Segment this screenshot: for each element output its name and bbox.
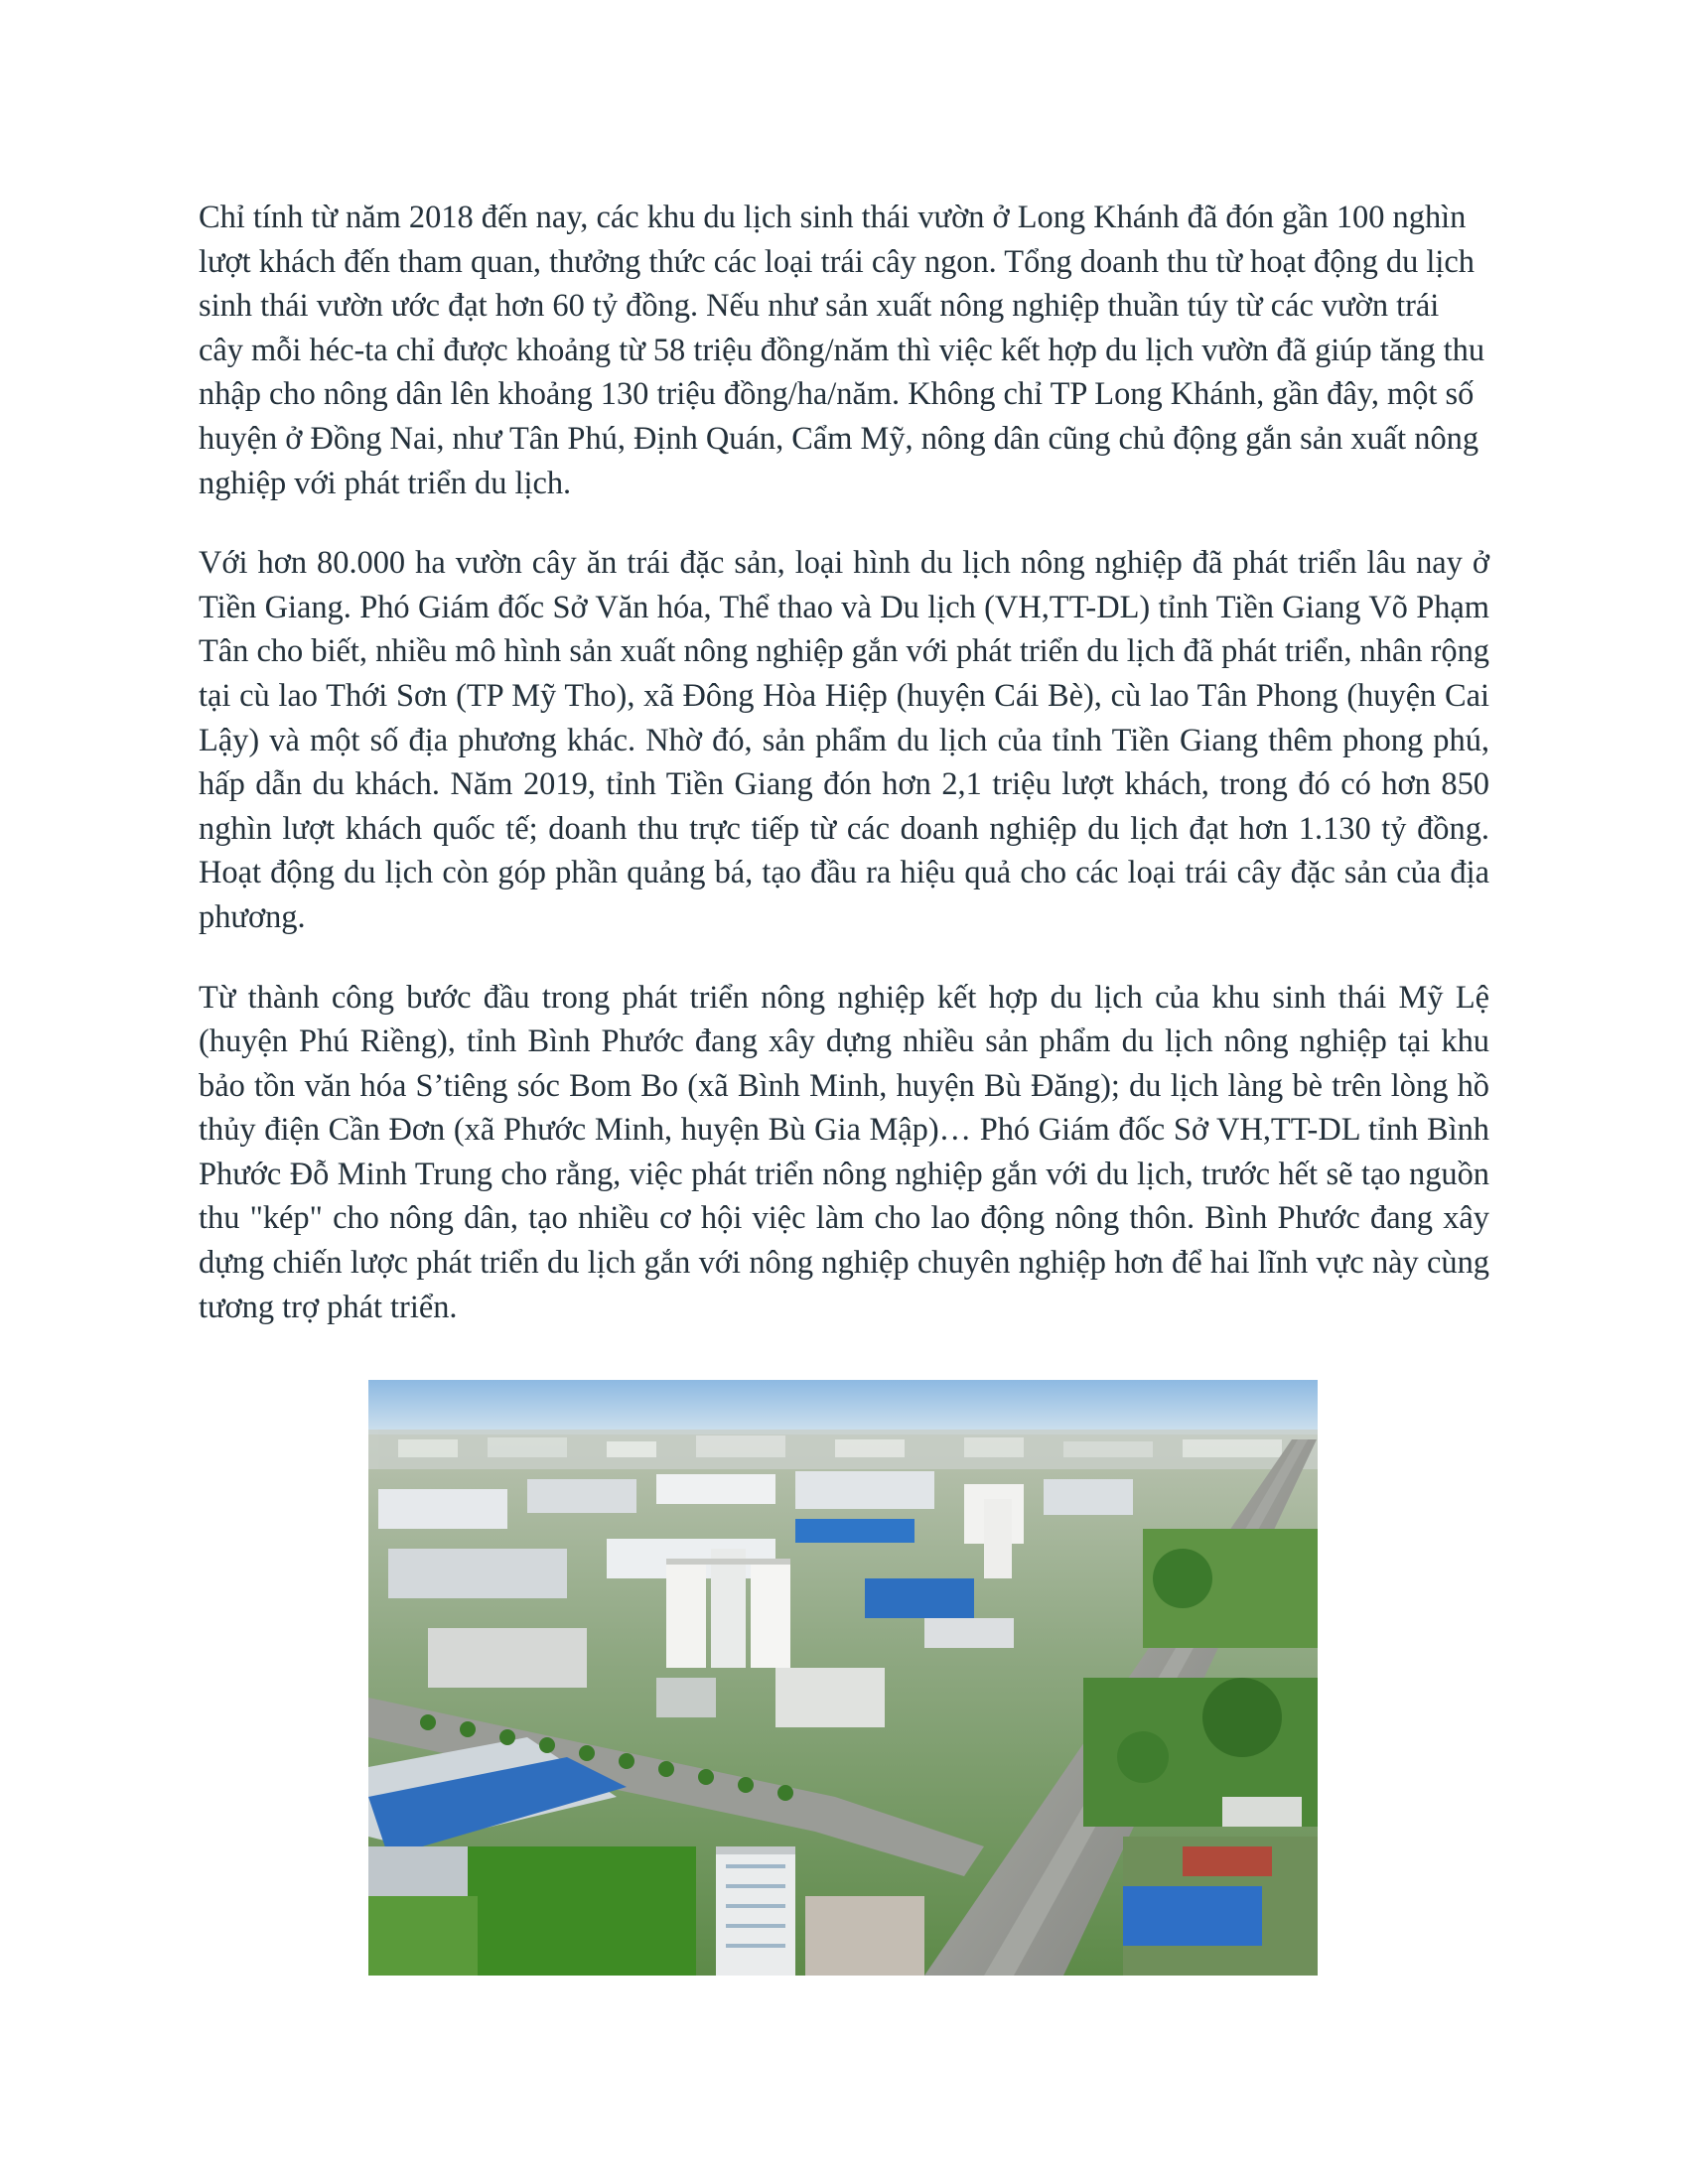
article-body [199,196,1489,1365]
paragraph-2: Với hơn 80.000 ha vườn cây ăn trái đặc sản, loại hình du lịch nông nghiệp đã phát triển lâu nay ở Tiền Giang. Phó Giám đốc Sở Văn hóa, Thể thao và Du lịch (VH,TT-DL) tỉnh Tiền Giang Võ Phạm Tân cho biết, nhiều mô hình sản xuất nông nghiệp gắn với phát triển du lịch đã phát triển, nhân rộng tại cù lao Thới Sơn (TP Mỹ Tho), xã Đông Hòa Hiệp (huyện Cái Bè), cù lao Tân Phong (huyện Cai Lậy) và một số địa phương khác. Nhờ đó, sản phẩm du lịch của tỉnh Tiền Giang thêm phong phú, hấp dẫn du khách. Năm 2019, tỉnh Tiền Giang đón hơn 2,1 triệu lượt khách, trong đó có hơn 850 nghìn lượt khách quốc tế; doanh thu trực tiếp từ các doanh nghiệp du lịch đạt hơn 1.130 tỷ đồng. Hoạt động du lịch còn góp phần quảng bá, tạo đầu ra hiệu quả cho các loại trái cây đặc sản của địa phương. [199,545,1489,935]
green-field [468,1846,696,1976]
distant-buildings [368,1430,1318,1469]
paragraph-1: Chỉ tính từ năm 2018 đến nay, các khu du lịch sinh thái vườn ở Long Khánh đã đón gần 100 nghìn lượt khách đến tham quan, thưởng thức các loại trái cây ngon. Tổng doanh thu từ hoạt động du lịch sinh thái vườn ước đạt hơn 60 tỷ đồng. Nếu như sản xuất nông nghiệp thuần túy từ các vườn trái cây mỗi héc-ta chỉ được khoảng từ 58 triệu đồng/năm thì việc kết hợp du lịch vườn đã giúp tăng thu nhập cho nông dân lên khoảng 130 triệu đồng/ha/năm. Không chỉ TP Long Khánh, gần đây, một số huyện ở Đồng Nai, như Tân Phú, Định Quán, Cẩm Mỹ, nông dân cũng chủ động gắn sản xuất nông nghiệp với phát triển du lịch. [199,200,1485,501]
aerial-city-illustration [368,1380,1318,1976]
paragraph-3: Từ thành công bước đầu trong phát triển nông nghiệp kết hợp du lịch của khu sinh thái Mỹ Lệ (huyện Phú Riềng), tỉnh Bình Phước đang xây dựng nhiều sản phẩm du lịch nông nghiệp tại khu bảo tồn văn hóa S’tiêng sóc Bom Bo (xã Bình Minh, huyện Bù Đăng); du lịch làng bè trên lòng hồ thủy điện Cần Đơn (xã Phước Minh, huyện Bù Gia Mập)… Phó Giám đốc Sở VH,TT-DL tỉnh Bình Phước Đỗ Minh Trung cho rằng, việc phát triển nông nghiệp gắn với du lịch, trước hết sẽ tạo nguồn thu "kép" cho nông dân, tạo nhiều cơ hội việc làm cho lao động nông thôn. Bình Phước đang xây dựng chiến lược phát triển du lịch gắn với nông nghiệp chuyên nghiệp hơn để hai lĩnh vực này cùng tương trợ phát triển. [199,979,1489,1325]
aerial-city-photo [368,1380,1318,1976]
foreground-tower [716,1846,795,1976]
